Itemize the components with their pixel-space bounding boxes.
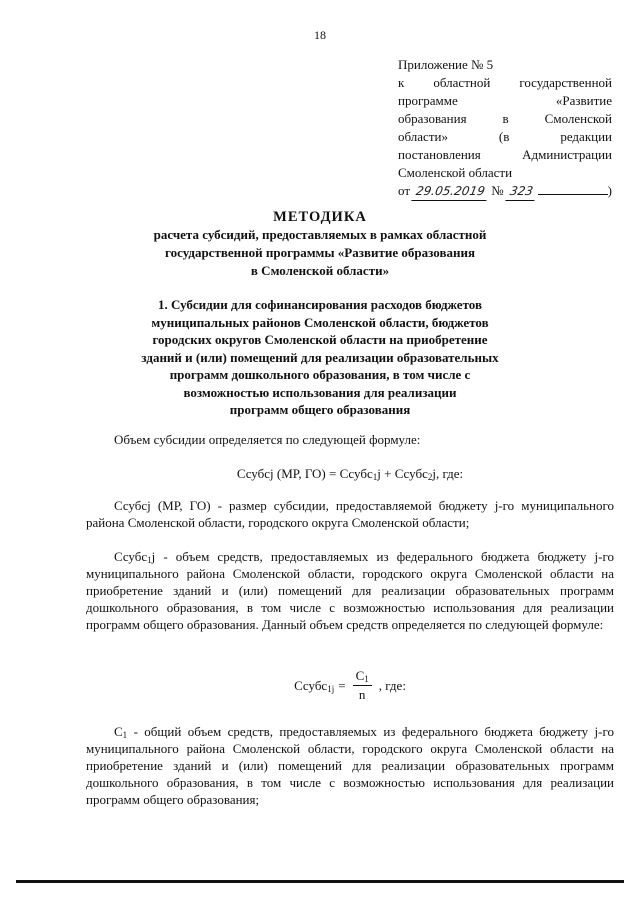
formula-part: j + Ссубс xyxy=(377,466,428,481)
fraction-denominator: n xyxy=(358,687,366,702)
title-main: МЕТОДИКА xyxy=(273,209,367,225)
bottom-rule xyxy=(16,880,624,883)
date-prefix: от xyxy=(398,183,411,198)
closing-paren: ) xyxy=(607,183,612,198)
formula-subscript: 1j xyxy=(327,683,335,694)
section-heading-line: муниципальных районов Смоленской области, бюджетов xyxy=(151,314,489,330)
formula-subscript: 2 xyxy=(427,472,433,482)
appendix-line: Приложение № 5 xyxy=(398,57,494,72)
title-line: в Смоленской области» xyxy=(250,263,390,278)
appendix-line: программе «Развитие xyxy=(398,93,612,108)
handwritten-date: 29.05.2019 xyxy=(412,182,490,201)
formula-total xyxy=(86,466,614,482)
term-subscript: 1 xyxy=(147,555,152,565)
section-heading-line: программ общего образования xyxy=(229,402,411,417)
formula-part: Ссубс xyxy=(294,677,328,693)
formula-fraction xyxy=(86,668,614,703)
formula-part: , где: xyxy=(378,677,406,693)
document-title xyxy=(100,208,540,280)
appendix-block xyxy=(398,56,612,201)
section-heading-line: возможностью использования для реализации xyxy=(183,384,457,400)
definition-paragraph: Ссубсj (МР, ГО) - размер субсидии, предоставляемой бюджету j-го муниципального района Смоленской области, городского округа Смоленской области; xyxy=(86,498,614,530)
definition-text: - общий объем средств, предоставляемых из федерального бюджета бюджету j-го муниципального района Смоленской области, городского округа Смоленской области на приобретение зданий и (или) помещений для реализации образовательных программ дошкольного образования, в том числе с возможностью использования для реализации программ общего образования; xyxy=(86,724,614,807)
section-heading-line: программ дошкольного образования, в том числе с xyxy=(169,367,471,382)
number-sign: № xyxy=(491,183,504,198)
term: C xyxy=(114,724,123,739)
page-number: 18 xyxy=(314,28,326,42)
section-heading-line: зданий и (или) помещений для реализации образовательных xyxy=(141,349,499,365)
fraction xyxy=(353,668,372,703)
appendix-date-line xyxy=(398,182,612,201)
appendix-line: к областной государственной xyxy=(398,75,612,90)
term: Ссубс xyxy=(114,549,148,564)
formula-subscript: 1 xyxy=(372,472,378,482)
definition-paragraph xyxy=(86,723,614,808)
section-heading xyxy=(120,296,520,419)
appendix-line: образования в Смоленской xyxy=(398,111,612,126)
formula-part: j, где: xyxy=(432,466,464,481)
definition-paragraph xyxy=(86,548,614,633)
appendix-line: области» (в редакции xyxy=(398,129,612,144)
title-line: государственной программы «Развитие образования xyxy=(165,245,475,260)
section-heading-line: городских округов Смоленской области на приобретение xyxy=(152,332,488,347)
equals-sign: = xyxy=(338,677,346,693)
section-heading-line: 1. Субсидии для софинансирования расходов бюджетов xyxy=(158,297,482,312)
term-subscript: 1 xyxy=(122,730,128,740)
intro-paragraph: Объем субсидии определяется по следующей формуле: xyxy=(114,432,421,447)
appendix-line: постановления Администрации xyxy=(398,147,612,162)
title-line: расчета субсидий, предоставляемых в рамках областной xyxy=(153,227,487,242)
appendix-line: Смоленской области xyxy=(398,165,513,180)
underline-fill xyxy=(538,182,608,195)
handwritten-number: 323 xyxy=(505,182,537,201)
formula-part: Ссубсj (МР, ГО) = Ссубс xyxy=(236,466,373,481)
fraction-numerator: $C_1$ xyxy=(353,668,372,686)
definition-text: j - объем средств, предоставляемых из федерального бюджета бюджету j-го муниципального района Смоленской области, городского округа Смоленской области на приобретение зданий и (или) помещений для реализации образовательных программ дошкольного образования, в том числе с возможностью использования для реализации программ общего образования. Данный объем средств определяется по следующей формуле: xyxy=(86,549,614,632)
